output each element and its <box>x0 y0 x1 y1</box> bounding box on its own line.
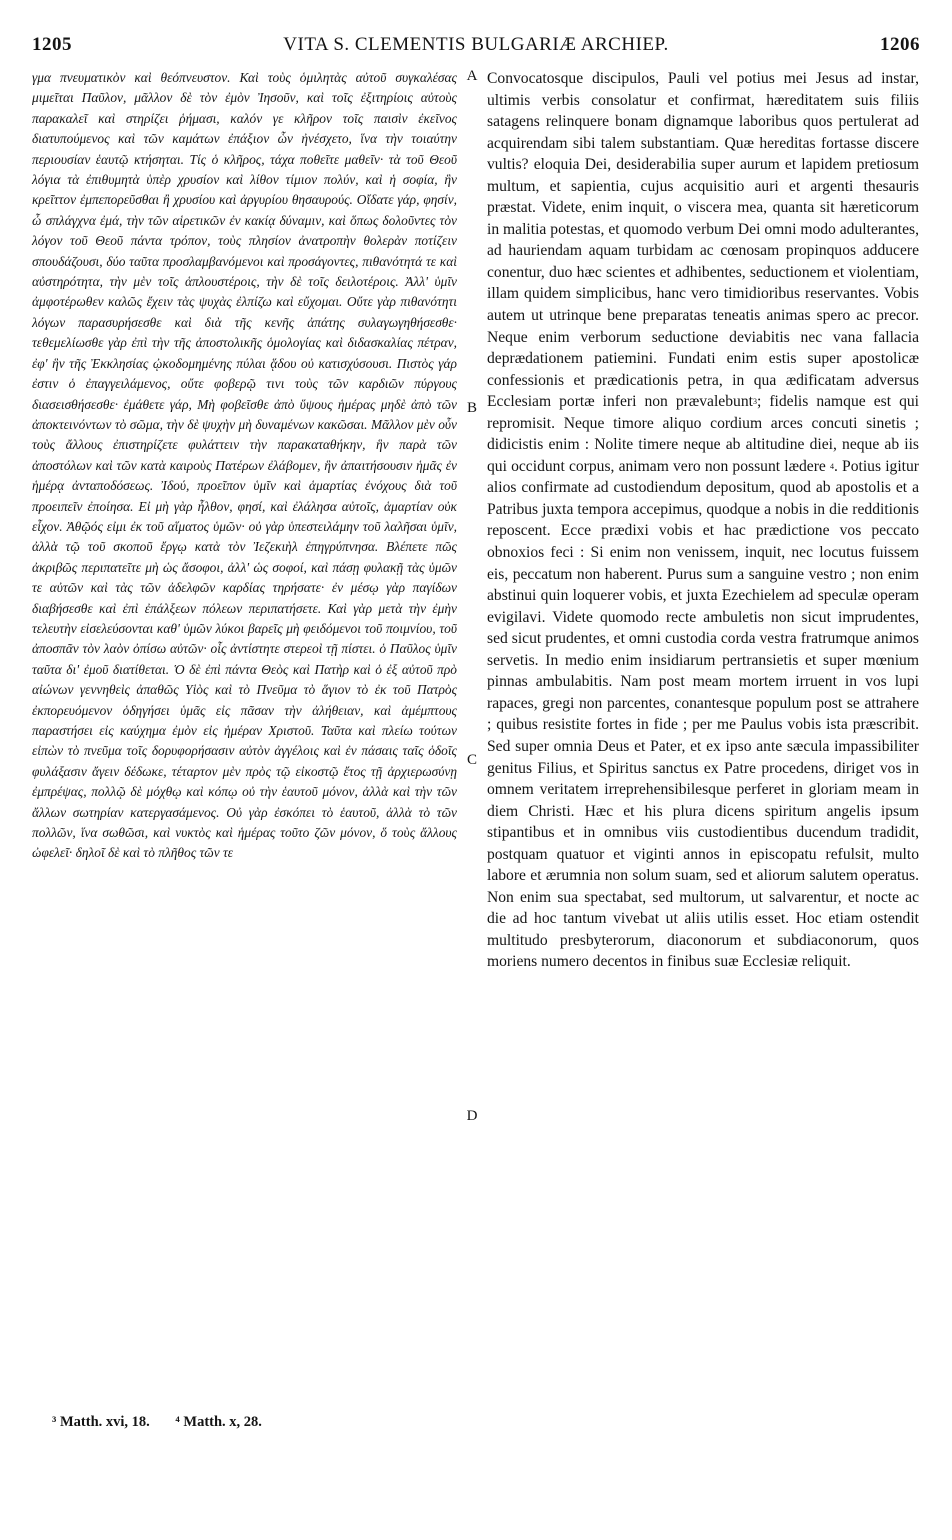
footnote-ref-3: 3 <box>752 397 757 407</box>
running-title: VITA S. CLEMENTIS BULGARIÆ ARCHIEP. <box>283 34 669 55</box>
greek-column <box>32 68 457 864</box>
section-marker-d: D <box>466 1108 478 1124</box>
latin-text-part3: . Potius igitur alios confirmate ad custodiendum depositum, quod ab apostolis et a Patribus juxta tempora accepimus, quodque a nobis in die redditionis reposcent. Ecce prædixi vobis et hac prædictione vos peccato obnoxios feci : Si enim non venissem, inquit, nec locutus fuissem eis, peccatum non haberent. Purus sum a sanguine vestro ; non enim abstinui quin loquerer vobis, et juxta Ezechielem ad speculæ operam evigilavi. Videte quomodo recte ambuletis non sicut imprudentes, sed sicut prudentes, et omni custodia corda vestra fratrumque animos servetis. In medio enim insidiarum pertransietis et super mœnium pinnas ambulabitis. Nam post meam mortem irruent in vos lupi rapaces, gregi non parcentes, conantesque populum post se attrahere ; quibus resistite fortes in fide ; per me Paulus vobis ista præscribit. Sed super omnia Deus et Pater, et ex ipso ante sæcula impassibiliter genitus Filius, et Spiritus sanctus ex Patre procedens, diriget vos in omnem veritatem irreprehensibilesque perferet in gloriam meam in diem Christi. Hæc et his plura dicens spiritum angelis ipsum stipantibus et in omnibus viis custodientibus ducendum tradidit, postquam quatuor et viginti annos in episcopatu refulsit, multo labore et ærumnia non solum suam, sed et aliorum salutem operatus. Non enim sua spectabat, sed multorum, ut salvarentur, et nocte ac die ad hoc tantum vivebat ut aliis utilis esset. Hoc etiam ostendit multitudo presbyterorum, diaconorum et subdiaconorum, quos moriens numero decentos in finibus suæ Ecclesiæ reliquit. <box>487 457 919 971</box>
footnote-ref-4: 4 <box>829 461 834 471</box>
footnotes <box>52 1414 284 1431</box>
page-number-left: 1205 <box>32 34 72 55</box>
running-header <box>32 34 920 62</box>
section-marker-a: A <box>466 68 478 84</box>
latin-text-part2: ; fidelis namque est qui repromisit. Neque timore aliquo cordium arces concuti sinetis ; didicistis enim : Nolite timere neque ab altitudine diei, neque ab iis qui occidunt corpus, animam vero non possunt lædere <box>487 393 920 475</box>
footnote-3: ³ Matth. xvi, 18. <box>52 1414 150 1430</box>
section-marker-c: C <box>466 752 477 768</box>
greek-text: γμα πνευματικὸν καὶ θεόπνευστον. Καὶ τοὺς ὁμιλητὰς αὐτοῦ συγκαλέσας μιμεῖται Παῦλον, μᾶλλον δὲ τὸν ἐμὸν Ἰησοῦν, καὶ τοῖς ἐξιτηρίοις αὐτοὺς παρακαλεῖ καὶ στηρίζει ῥήμασι, καλόν γε κλῆρον τοῖς παισὶν ἐκεῖνος διατυπούμενος καὶ τῶν καμάτων ἐπάξιον ὧν ἠνέσχετο, ἵνα τὴν τοιαύτην περιουσίαν ἑαυτῷ κτήσηται. Τίς ὁ κλῆρος, τάχα ποθεῖτε μαθεῖν· τὰ τοῦ Θεοῦ λόγια τὰ ἐπιθυμητὰ ὑπὲρ χρυσίον καὶ λίθον τίμιον πολύν, καὶ ἡ σοφία, ἣν κρεῖττον ἐμπεπορεῦσθαι ἢ χρυσίου καὶ ἀργυρίου θησαυρούς. Οἴδατε γάρ, φησίν, ὦ σπλάγχνα ἐμά, τὴν τῶν αἱρετικῶν ἐν κακίᾳ δύναμιν, καὶ ὅπως δολοῦντες τὸν λόγον τοῦ Θεοῦ πάντα τρόπον, τοὺς πλησίον ἀνατροπὴν θολερὰν ποτίζειν σπουδάζουσι, δύο ταῦτα προσλαμβανόμενοι καὶ προσάγοντες, πιθανότητά τε καὶ αὐστηρότητα, τὴν μὲν τοῖς ἁπλουστέροις, τὴν δὲ τοῖς δειλοτέροις. Ἀλλ' ὑμῖν ἀμφοτέρωθεν καλῶς ἔχειν τὰς ψυχὰς ἐλπίζω καὶ εὔχομαι. Οὔτε γὰρ πιθανότητι λόγων παρασυρήσεσθε καὶ διὰ τῆς κενῆς ἀπάτης συλαγωγηθήσεσθε· τεθεμελίωσθε γὰρ ἐπὶ τὴν τῆς ἀποστολικῆς ὁμολογίας καὶ διδασκαλίας πέτραν, ἐφ' ἣν τῆς Ἐκκλησίας ᾠκοδομημένης πύλαι ᾅδου οὐ κατισχύσουσι. Πιστὸς γάρ ἐστιν ὁ ἐπαγγειλάμενος, οὔτε φοβερῷ τινι τοὺς τῶν καρδιῶν πύργους διασεισθήσεσθε· ἐμάθετε γάρ, Μὴ φοβεῖσθε ἀπὸ ὕψους ἡμέρας μηδὲ ἀπὸ τῶν ἀποκτεινόντων τὸ σῶμα, τὴν δὲ ψυχὴν μὴ δυναμένων κακῶσαι. Μᾶλλον μὲν οὖν τοὺς ἄλλους ἐπιστηρίζετε φυλάττειν τὴν παρακαταθήκην, ἣν παρὰ τῶν ἀποστόλων καὶ τῶν κατὰ καιροὺς Πατέρων ἐλάβομεν, ἣν ἀπαιτήσουσιν ἡμᾶς ἐν ἡμέρᾳ ἀνταποδόσεως. Ἰδού, προεῖπον ὑμῖν καὶ ἁμαρτίας ἐνόχους διὰ τοῦ προειπεῖν ἐποίησα. Εἰ μὴ γὰρ ἦλθον, φησί, καὶ ἐλάλησα αὐτοῖς, ἁμαρτίαν οὐκ εἶχον. Ἀθῷός εἰμι ἐκ τοῦ αἵματος ὑμῶν· οὐ γὰρ ὑπεστειλάμην τοῦ λαλῆσαι ὑμῖν, ἀλλὰ τῷ τοῦ σκοποῦ ἔργῳ κατὰ τὸν Ἰεζεκιὴλ ἐπηγρύπνησα. Βλέπετε πῶς ἀκριβῶς περιπατεῖτε μὴ ὡς ἄσοφοι, ἀλλ' ὡς σοφοί, καὶ πάσῃ φυλακῇ τὰς ὑμῶν τε αὐτῶν καὶ τὰς τῶν ἀδελφῶν καρδίας τηρήσατε· ἐν μέσῳ γὰρ παγίδων διαβήσεσθε καὶ ἐπὶ ἐπάλξεων πόλεων περιπατήσετε. Καὶ γὰρ μετὰ τὴν ἐμὴν τελευτὴν εἰσελεύσονται καθ' ὑμῶν λύκοι βαρεῖς μὴ φειδόμενοι τοῦ ποιμνίου, τοῦ ἀποσπᾶν τὸν λαὸν ὀπίσω αὐτῶν· οἷς ἀντίστητε στερεοὶ τῇ πίστει. ὁ Παῦλος ὑμῖν ταῦτα δι' ἐμοῦ διατίθεται. Ὁ δὲ ἐπὶ πάντα Θεὸς καὶ Πατὴρ καὶ ὁ ἐξ αὐτοῦ πρὸ αἰώνων γεννηθεὶς ἀπαθῶς Υἱὸς καὶ τὸ Πνεῦμα τὸ ἅγιον τὸ ἐκ τοῦ Πατρὸς ἐκπορευόμενον ὁδηγήσει ὑμᾶς εἰς πᾶσαν τὴν ἀλήθειαν, καὶ ἀμέμπτους παραστήσει εἰς καύχημα ἐμὸν εἰς ἡμέραν Χριστοῦ. Ταῦτα καὶ πλείω τούτων εἰπὼν τὸ πνεῦμα τοῖς δορυφορήσασιν αὐτὸν ἀγγέλοις καὶ ἐν πάσαις ταῖς ὁδοῖς φυλάξασιν ἄγειν δέδωκε, τέταρτον μὲν πρὸς τῷ εἰκοστῷ ἔτος τῇ ἀρχιερωσύνῃ ἐμπρέψας, πολλῷ δὲ μόχθῳ καὶ κόπῳ οὐ τὴν ἑαυτοῦ μόνον, ἀλλὰ καὶ τὴν τῶν ἄλλων σωτηρίαν κατεργασάμενος. Οὐ γὰρ ἐσκόπει τὸ ἑαυτοῦ, ἀλλὰ τὸ τῶν πολλῶν, ἵνα σωθῶσι, καὶ νυκτὸς καὶ ἡμέρας τοῦτο ζῶν μόνον, ὅ τοὺς ἄλλους ὠφελεῖ· δηλοῖ δὲ καὶ τὸ πλῆθος τῶν τε <box>32 70 457 861</box>
latin-text-part1: Convocatosque discipulos, Pauli vel potius mei Jesus ad instar, ultimis verbis consolatur et confirmat, hæreditatem suis filiis satagens relinquere bonam dignamque laboribus quos pertulerat ad acquirendam sibi talem substantiam. Quæ hereditas fortasse discere vultis? eloquia Dei, desiderabilia super aurum et lapidem pretiosum multum, et sapientia, cujus acquisitio auri et argenti thesauris præstat. Videte, enim inquit, o viscera mea, quanta sit hæreticorum in malitia potestas, et quomodo verbum Dei omni modo adulterantes, ad hauriendam aquam turbidam ac cœnosam propinquos adducere conentur, duo hæc scientes et adhibentes, seductionem et violentiam, illam quidem simplicibus, hanc vero timidioribus reservantes. Vobis autem ut utrinque bene preparatas teneatis animas spero ac precor. Neque enim verborum seductione deviabitis nec vana fallacia deprædationem patiemini. Fundati enim estis super apostolicæ confessionis et prædicationis petra, in qua ædificatam adversus Ecclesiam portæ inferi non prævalebunt <box>487 70 919 411</box>
section-marker-b: B <box>466 400 477 416</box>
page-number-right: 1206 <box>880 34 920 55</box>
footnote-4: ⁴ Matth. x, 28. <box>175 1414 262 1430</box>
latin-text <box>487 68 919 973</box>
latin-column <box>487 68 919 973</box>
